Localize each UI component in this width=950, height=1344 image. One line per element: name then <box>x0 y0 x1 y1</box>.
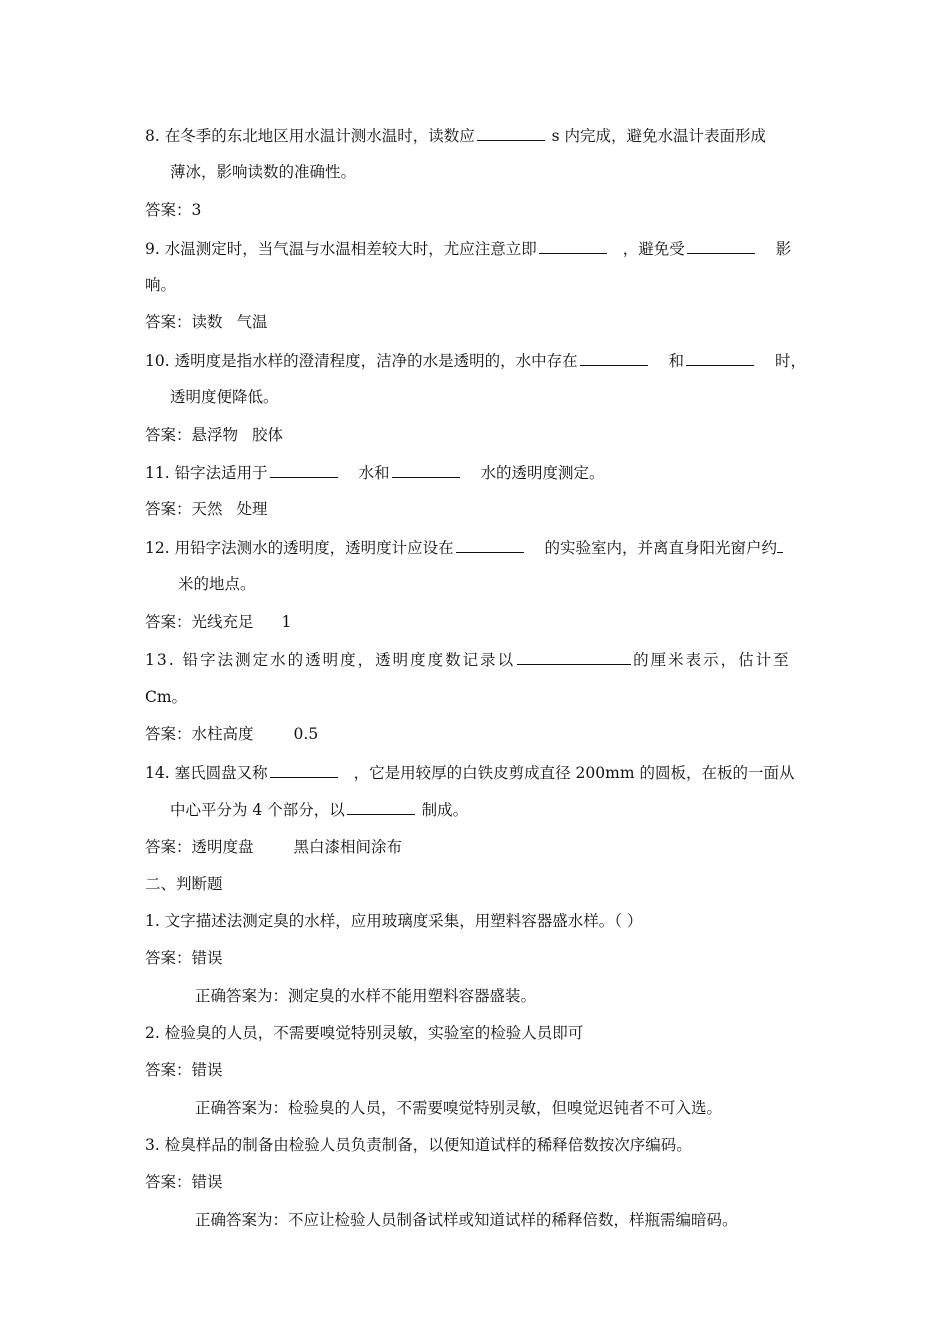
fill-blank <box>687 238 755 254</box>
judgment-2-correct: 正确答案为：检验臭的人员，不需要嗅觉特别灵敏，但嗅觉迟钝者不可入选。 <box>195 1099 723 1117</box>
question-number: 13. <box>145 651 176 669</box>
answer-14: 答案：透明度盘 黑白漆相间涂布 <box>145 838 403 856</box>
answer-value: 天然 <box>191 500 223 518</box>
answer-value: 0.5 <box>293 725 319 743</box>
answer-12: 答案：光线充足 1 <box>145 613 292 631</box>
fill-blank <box>477 125 545 141</box>
fill-blank <box>392 462 460 478</box>
question-13-continuation: Cm。 <box>145 688 188 706</box>
judgment-1: 1. 文字描述法测定臭的水样，应用玻璃度采集，用塑料容器盛水样。（ ） <box>145 912 643 930</box>
answer-value: 悬浮物 <box>191 426 239 444</box>
answer-value: 水柱高度 <box>191 725 254 743</box>
question-10: 10. 透明度是指水样的澄清程度，洁净的水是透明的，水中存在 和 时， <box>145 352 806 370</box>
question-11: 11. 铅字法适用于 水和 水的透明度测定。 <box>145 464 605 482</box>
section-title: 二、判断题 <box>145 875 223 893</box>
fill-blank <box>580 350 648 366</box>
question-14-continuation: 中心平分为 4 个部分，以 制成。 <box>170 801 469 819</box>
answer-value: 光线充足 <box>191 613 254 631</box>
question-number: 2. <box>145 1024 160 1042</box>
question-number: 3. <box>145 1136 160 1154</box>
judgment-1-answer: 答案：错误 <box>145 949 223 967</box>
fill-blank <box>517 649 631 665</box>
answer-8: 答案：3 <box>145 201 202 219</box>
question-10-continuation: 透明度便降低。 <box>170 388 279 406</box>
fill-blank <box>686 350 754 366</box>
question-13: 13. 铅字法测定水的透明度，透明度度数记录以 的厘米表示，估计至 <box>145 651 791 669</box>
answer-value: 处理 <box>236 500 268 518</box>
question-number: 14. <box>145 764 170 782</box>
question-text: 在冬季的东北地区用水温计测水温时，读数应 <box>164 127 475 145</box>
answer-value: 黑白漆相间涂布 <box>293 838 403 856</box>
fill-blank <box>539 238 607 254</box>
answer-value: 1 <box>281 613 292 631</box>
judgment-3-correct: 正确答案为：不应让检验人员制备试样或知道试样的稀释倍数，样瓶需编暗码。 <box>195 1211 738 1229</box>
answer-9: 答案：读数 气温 <box>145 313 268 331</box>
answer-11: 答案：天然 处理 <box>145 500 268 518</box>
answer-value: 错误 <box>191 1061 223 1079</box>
question-12-continuation: 米的地点。 <box>178 575 256 593</box>
question-number: 9. <box>145 240 160 258</box>
question-text: s 内完成，避免水温计表面形成 <box>546 127 767 145</box>
answer-value: 胶体 <box>252 426 284 444</box>
judgment-2-answer: 答案：错误 <box>145 1061 223 1079</box>
answer-13: 答案：水柱高度 0.5 <box>145 725 319 743</box>
fill-blank <box>347 799 415 815</box>
question-9-continuation: 响。 <box>145 276 177 294</box>
question-number: 10. <box>145 352 170 370</box>
answer-value: 错误 <box>191 1173 223 1191</box>
question-number: 11. <box>145 464 170 482</box>
fill-blank <box>456 537 524 553</box>
question-14: 14. 塞氏圆盘又称 ，它是用较厚的白铁皮剪成直径 200mm 的圆板，在板的一面从 <box>145 764 795 782</box>
answer-value: 3 <box>191 201 202 219</box>
answer-value: 透明度盘 <box>191 838 254 856</box>
question-9: 9. 水温测定时，当气温与水温相差较大时，尤应注意立即 ，避免受 影 <box>145 240 792 258</box>
answer-value: 错误 <box>191 949 223 967</box>
judgment-2: 2. 检验臭的人员，不需要嗅觉特别灵敏，实验室的检验人员即可 <box>145 1024 584 1042</box>
judgment-3-answer: 答案：错误 <box>145 1173 223 1191</box>
answer-value: 读数 <box>191 313 223 331</box>
judgment-3: 3. 检臭样品的制备由检验人员负责制备，以便知道试样的稀释倍数按次序编码。 <box>145 1136 692 1154</box>
question-8 <box>145 125 766 146</box>
question-number: 1. <box>145 912 160 930</box>
judgment-1-correct: 正确答案为：测定臭的水样不能用塑料容器盛装。 <box>195 987 537 1005</box>
question-number: 8. <box>145 127 160 145</box>
question-8-continuation: 薄冰，影响读数的准确性。 <box>170 163 357 181</box>
question-number: 12. <box>145 539 170 557</box>
answer-10: 答案：悬浮物 胶体 <box>145 426 284 444</box>
question-12: 12. 用铅字法测水的透明度，透明度计应设在 的实验室内，并离直身阳光窗户约 <box>145 537 783 558</box>
answer-value: 气温 <box>236 313 268 331</box>
fill-blank <box>270 762 338 778</box>
fill-blank <box>270 462 338 478</box>
fill-blank <box>777 537 783 553</box>
